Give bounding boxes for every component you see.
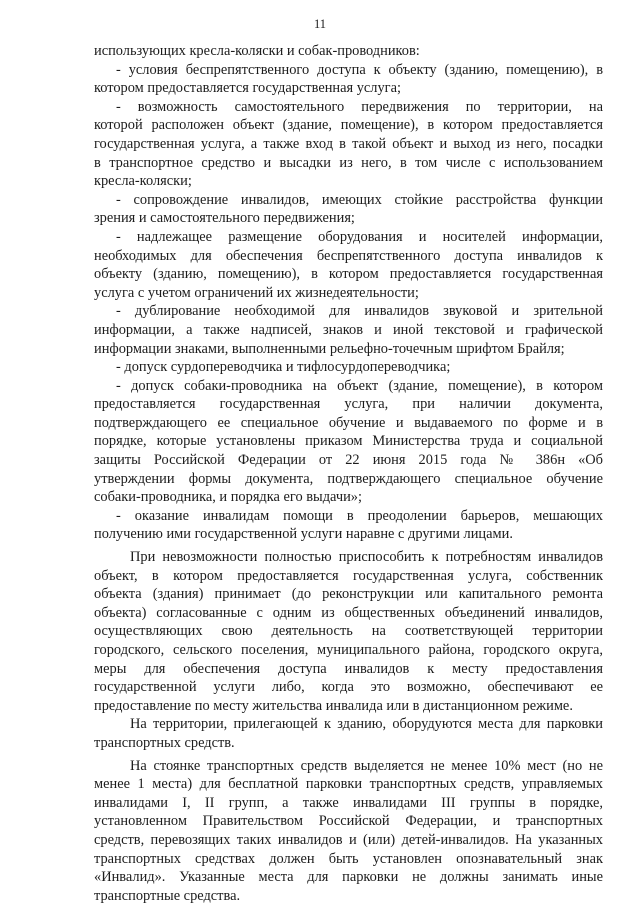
text-line: государственной услуги либо, когда это возможно, обеспечивают ее	[94, 679, 603, 696]
text-line: меры для обеспечения доступа инвалидов к месту предоставления	[94, 660, 603, 677]
text-line: утверждении формы документа, подтверждающего специальное обучение	[94, 470, 603, 487]
text-line: услуга с учетом ограничений их жизнедеятельности;	[94, 284, 419, 301]
text-line: «Инвалид». Указанные места для парковки не должны занимать иные	[94, 869, 603, 886]
text-line: подтверждающего ее специальное обучение и выдаваемого по форме и в	[94, 414, 603, 431]
text-line: использующих кресла-коляски и собак-проводников:	[94, 43, 420, 59]
text-line: городского, сельского поселения, муниципального района, городского округа,	[94, 642, 603, 658]
text-line: собаки-проводника, и порядка его выдачи»;	[94, 489, 362, 506]
text-line: объекту (зданию, помещению), в котором предоставляется государственная	[94, 266, 603, 283]
text-line: инвалидами I, II групп, а также инвалидами III группы в порядке,	[94, 794, 603, 811]
text-line: транспортных средствах должен быть установлен опознавательный знак	[94, 850, 603, 867]
text-line: предоставление по месту жительства инвалида или в дистанционном режиме.	[94, 697, 573, 714]
text-line: На стоянке транспортных средств выделяется не менее 10% мест (но не	[130, 757, 603, 774]
text-line: - допуск собаки-проводника на объект (здание, помещение), в котором	[116, 377, 603, 394]
page-number: 11	[313, 17, 327, 31]
text-line: - надлежащее размещение оборудования и носителей информации,	[116, 228, 603, 245]
text-line: установленном Правительством Российской Федерации, и транспортных	[94, 813, 603, 830]
text-line: осуществляющих свою деятельность на соответствующей территории	[94, 623, 603, 640]
text-line: объект, в котором предоставляется государственная услуга, собственник	[94, 567, 603, 584]
text-line: предоставляется государственная услуга, при наличии документа,	[94, 396, 603, 413]
text-line: котором предоставляется государственная услуга;	[94, 80, 401, 97]
document-body	[94, 42, 603, 905]
text-line: информации, а также надписей, знаков и иной текстовой и графической	[94, 321, 603, 338]
text-line: транспортные средства.	[94, 887, 241, 904]
text-line: - условия беспрепятственного доступа к объекту (зданию, помещению), в	[116, 61, 603, 78]
text-line: - дублирование необходимой для инвалидов звуковой и зрительной	[116, 303, 603, 320]
text-line: На территории, прилегающей к зданию, оборудуются места для парковки	[130, 716, 603, 733]
text-line: которой расположен объект (здание, помещение), в котором предоставляется	[94, 117, 603, 134]
text-line: - сопровождение инвалидов, имеющих стойкие расстройства функции	[116, 191, 603, 208]
text-line: менее 1 места) для бесплатной парковки транспортных средств, управляемых	[94, 776, 603, 793]
text-line: зрения и самостоятельного передвижения;	[94, 210, 355, 227]
text-line: в транспортное средство и высадки из него, в том числе с использованием	[94, 154, 603, 171]
text-line: - допуск сурдопереводчика и тифлосурдопереводчика;	[116, 359, 451, 376]
text-line: кресла-коляски;	[94, 173, 192, 190]
text-line: - оказание инвалидам помощи в преодолении барьеров, мешающих	[116, 507, 603, 524]
text-line: порядке, которые установлены приказом Министерства труда и социальной	[94, 433, 603, 450]
text-line: объекта (здания) принимает (до реконструкции или капитального ремонта	[94, 586, 603, 603]
text-line: При невозможности полностью приспособить к потребностям инвалидов	[130, 549, 603, 566]
text-line: государственная услуга, а также вход в такой объект и выход из него, посадки	[94, 135, 603, 152]
text-line: необходимых для обеспечения беспрепятственного доступа инвалидов к	[94, 247, 603, 264]
text-line: получению ими государственной услуги наравне с другими лицами.	[94, 526, 513, 543]
text-line: защиты Российской Федерации от 22 июня 2015 года № 386н «Об	[94, 452, 603, 469]
text-line: - возможность самостоятельного передвижения по территории, на	[116, 98, 603, 115]
text-line: транспортных средств.	[94, 734, 235, 751]
text-line: объекта) согласованные с одним из общественных объединений инвалидов,	[94, 604, 603, 621]
text-line: средств, перевозящих таких инвалидов и (или) детей-инвалидов. На указанных	[94, 831, 603, 848]
text-line: информации знаками, выполненными рельефно-точечным шрифтом Брайля;	[94, 340, 565, 357]
